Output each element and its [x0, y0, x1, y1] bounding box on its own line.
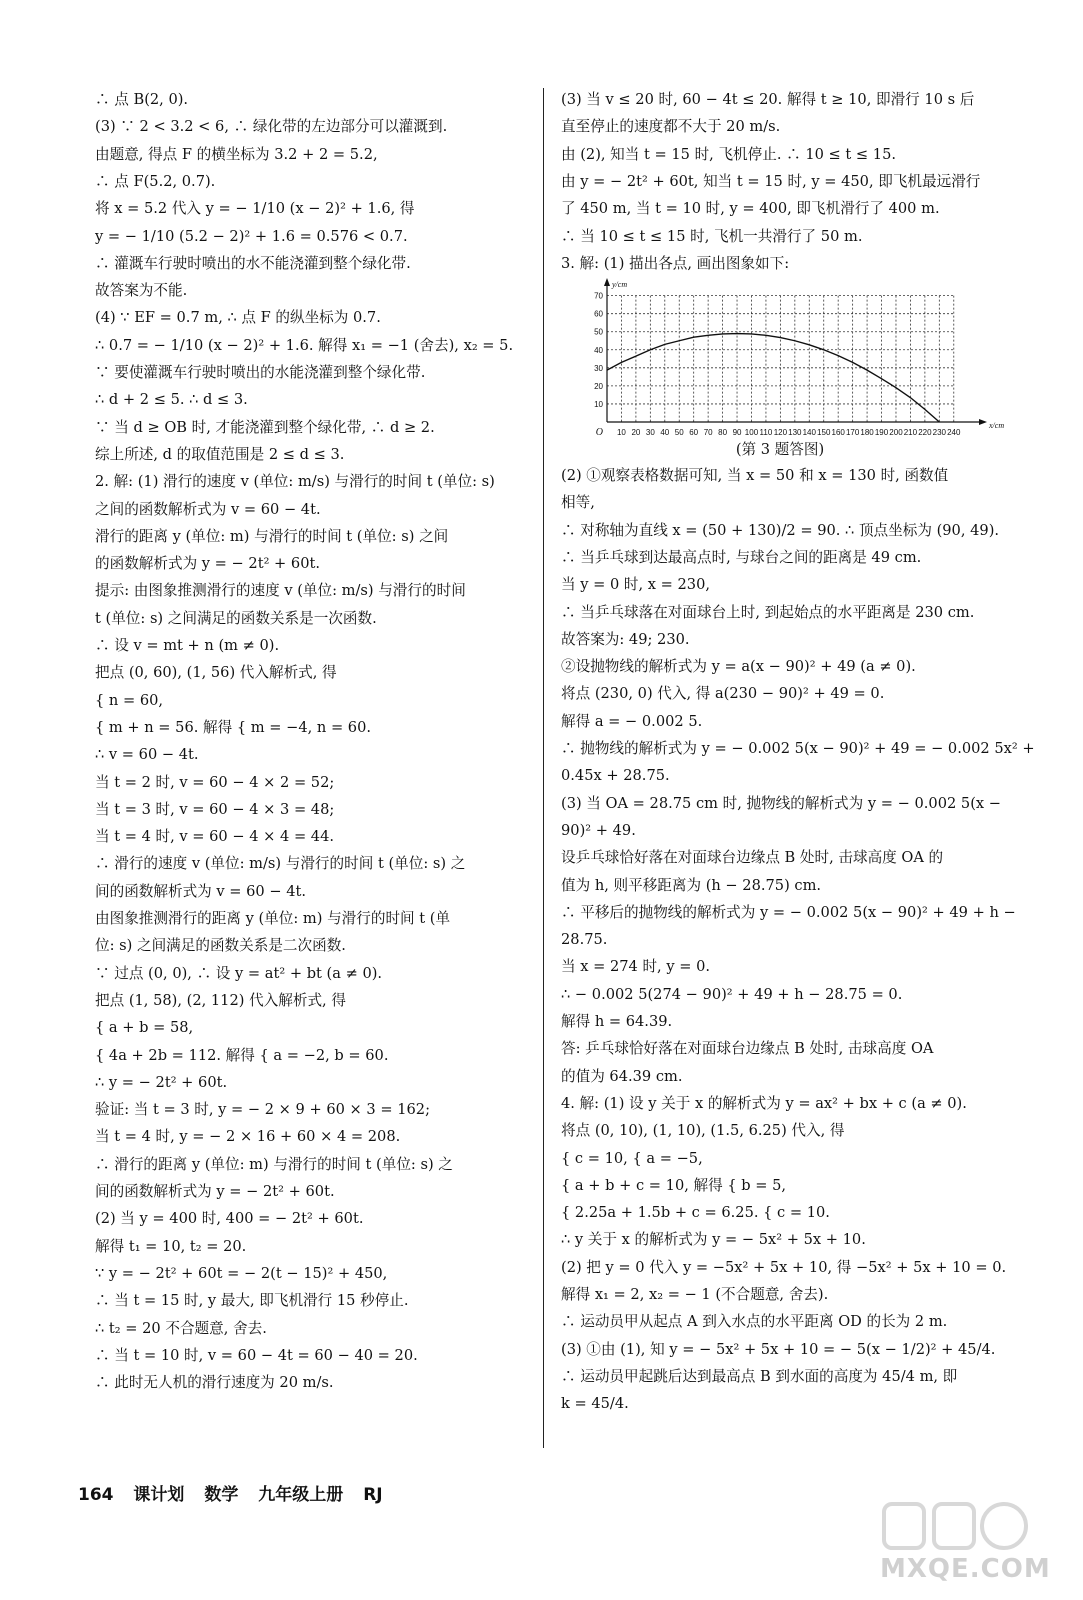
text-line: 当 t = 2 时, v = 60 − 4 × 2 = 52; [95, 773, 335, 791]
text-line: ∴ 滑行的速度 v (单位: m/s) 与滑行的时间 t (单位: s) 之 [95, 855, 466, 873]
y-axis-label: y/cm [612, 280, 628, 289]
text-line: { a + b + c = 10, 解得 { b = 5, [561, 1176, 787, 1194]
x-tick-label: 30 [645, 428, 655, 437]
text-line: ∴ 此时无人机的滑行速度为 20 m/s. [95, 1374, 334, 1392]
text-line: 综上所述, d 的取值范围是 2 ≤ d ≤ 3. [95, 445, 345, 463]
origin-label: O [595, 427, 603, 438]
x-axis-arrow [979, 419, 987, 425]
text-line: 故答案为: 49; 230. [561, 630, 690, 648]
text-line: ∴ 当乒乓球到达最高点时, 与球台之间的距离是 49 cm. [561, 548, 922, 566]
x-tick-label: 10 [616, 428, 626, 437]
text-line: ∴ 抛物线的解析式为 y = − 0.002 5(x − 90)² + 49 = − 0.002 5x² + [561, 740, 1035, 757]
x-tick-label: 190 [874, 428, 889, 437]
x-tick-label: 180 [860, 428, 874, 437]
y-tick-label: 70 [594, 291, 603, 301]
text-line: (2) ①观察表格数据可知, 当 x = 50 和 x = 130 时, 函数值 [561, 467, 949, 484]
text-line: 由图象推测滑行的距离 y (单位: m) 与滑行的时间 t (单 [95, 910, 451, 927]
text-line: 2. 解: (1) 滑行的速度 v (单位: m/s) 与滑行的时间 t (单位: s) [95, 473, 495, 491]
x-tick-label: 130 [788, 428, 802, 437]
y-axis-arrow [604, 278, 610, 286]
text-line: 故答案为不能. [95, 282, 188, 300]
text-line: 把点 (1, 58), (2, 112) 代入解析式, 得 [95, 991, 346, 1009]
x-tick-label: 100 [744, 428, 759, 437]
text-line: 的值为 64.39 cm. [561, 1067, 683, 1085]
text-line: ∴ y = − 2t² + 60t. [95, 1073, 228, 1091]
text-line: 解得 a = − 0.002 5. [561, 712, 703, 730]
chart-caption-row [561, 440, 999, 462]
x-tick-label: 140 [802, 428, 816, 437]
text-line: ∴ t₂ = 20 不合题意, 舍去. [95, 1319, 267, 1337]
text-line: 当 y = 0 时, x = 230, [561, 576, 711, 594]
text-line: 解得 h = 64.39. [561, 1013, 673, 1030]
edition: RJ [363, 1485, 383, 1505]
text-line: 将点 (230, 0) 代入, 得 a(230 − 90)² + 49 = 0. [561, 685, 885, 703]
page-footer [78, 1480, 397, 1505]
text-line: 提示: 由图象推测滑行的速度 v (单位: m/s) 与滑行的时间 [95, 582, 466, 600]
text-line: 将 x = 5.2 代入 y = − 1/10 (x − 2)² + 1.6, 得 [95, 200, 415, 218]
text-line: 设乒乓球恰好落在对面球台边缘点 B 处时, 击球高度 OA 的 [561, 849, 944, 867]
text-line: ∴ 当 t = 10 时, v = 60 − 4t = 60 − 40 = 20. [95, 1346, 418, 1364]
chart-caption: (第 3 题答图) [735, 441, 825, 458]
x-tick-label: 50 [674, 428, 684, 437]
x-axis-label: x/cm [989, 421, 1005, 430]
watermark-url: MXQE.COM [880, 1554, 1051, 1584]
text-line: 当 t = 4 时, v = 60 − 4 × 4 = 44. [95, 828, 335, 846]
text-line: 验证: 当 t = 3 时, y = − 2 × 9 + 60 × 3 = 162; [95, 1101, 430, 1119]
x-tick-label: 70 [703, 428, 713, 437]
text-line: (2) 当 y = 400 时, 400 = − 2t² + 60t. [95, 1210, 364, 1228]
text-line: ∴ − 0.002 5(274 − 90)² + 49 + h − 28.75 = 0. [561, 985, 903, 1003]
x-tick-label: 60 [689, 428, 699, 437]
text-line: 3. 解: (1) 描出各点, 画出图象如下: [561, 254, 790, 272]
text-line: 直至停止的速度都不大于 20 m/s. [561, 118, 781, 136]
text-line: 由题意, 得点 F 的横坐标为 3.2 + 2 = 5.2, [95, 145, 378, 163]
text-line: t (单位: s) 之间满足的函数关系是一次函数. [95, 609, 377, 627]
watermark [880, 1500, 1051, 1588]
x-tick-label: 170 [845, 428, 860, 437]
text-line: (3) ①由 (1), 知 y = − 5x² + 5x + 10 = − 5(x − 1/2)² + 45/4. [561, 1340, 996, 1358]
x-tick-label: 150 [817, 428, 831, 437]
x-tick-label: 90 [732, 428, 742, 437]
text-line: k = 45/4. [561, 1395, 629, 1413]
x-tick-label: 80 [718, 428, 728, 437]
text-line: ∴ 当 t = 15 时, y 最大, 即飞机滑行 15 秒停止. [95, 1292, 409, 1310]
x-tick-label: 40 [660, 428, 670, 437]
text-line: 间的函数解析式为 v = 60 − 4t. [95, 882, 307, 900]
text-line: 由 (2), 知当 t = 15 时, 飞机停止. ∴ 10 ≤ t ≤ 15. [561, 145, 897, 163]
text-line: ∴ 滑行的距离 y (单位: m) 与滑行的时间 t (单位: s) 之 [95, 1155, 453, 1173]
text-line: 90)² + 49. [561, 821, 636, 839]
text-line: 位: s) 之间满足的函数关系是二次函数. [95, 937, 346, 955]
x-tick-label: 240 [947, 428, 961, 437]
watermark-logo [880, 1500, 1030, 1552]
text-line: 了 450 m, 当 t = 10 时, y = 400, 即飞机滑行了 400 m. [561, 200, 940, 218]
text-line: 当 t = 3 时, v = 60 − 4 × 3 = 48; [95, 800, 335, 818]
text-line: ∴ 0.7 = − 1/10 (x − 2)² + 1.6. 解得 x₁ = −1 (舍去), x₂ = 5. [95, 336, 514, 354]
text-line: 解得 t₁ = 10, t₂ = 20. [95, 1237, 247, 1255]
text-line: ∴ 设 v = mt + n (m ≠ 0). [95, 637, 280, 654]
text-line: (3) 当 OA = 28.75 cm 时, 抛物线的解析式为 y = − 0.002 5(x − [561, 794, 1001, 812]
x-tick-label: 200 [889, 428, 903, 437]
text-line: 答: 乒乓球恰好落在对面球台边缘点 B 处时, 击球高度 OA [561, 1040, 934, 1058]
text-line: (3) 当 v ≤ 20 时, 60 − 4t ≤ 20. 解得 t ≥ 10, 即滑行 10 s 后 [561, 91, 975, 108]
text-line: (4) ∵ EF = 0.7 m, ∴ 点 F 的纵坐标为 0.7. [95, 309, 381, 327]
text-line: { 2.25a + 1.5b + c = 6.25. { c = 10. [561, 1204, 830, 1222]
y-tick-label: 30 [594, 363, 603, 373]
text-line: 的函数解析式为 y = − 2t² + 60t. [95, 555, 320, 573]
text-line: 28.75. [561, 931, 608, 949]
text-line: 滑行的距离 y (单位: m) 与滑行的时间 t (单位: s) 之间 [95, 527, 449, 545]
text-line: 相等, [561, 494, 595, 512]
parabola-curve [607, 334, 939, 422]
y-tick-label: 10 [594, 399, 603, 409]
chart-svg [587, 278, 1005, 453]
text-line: ②设抛物线的解析式为 y = a(x − 90)² + 49 (a ≠ 0). [561, 658, 916, 676]
y-tick-label: 50 [594, 327, 603, 337]
x-tick-label: 160 [831, 428, 845, 437]
text-line: y = − 1/10 (5.2 − 2)² + 1.6 = 0.576 < 0.7. [95, 227, 408, 245]
text-line: ∴ 灌溉车行驶时喷出的水不能浇灌到整个绿化带. [95, 254, 411, 272]
x-tick-label: 210 [903, 428, 918, 437]
text-line: ∴ 运动员甲从起点 A 到入水点的水平距离 OD 的长为 2 m. [561, 1313, 948, 1331]
text-line: ∴ 对称轴为直线 x = (50 + 130)/2 = 90. ∴ 顶点坐标为 (90, 49). [561, 521, 1000, 539]
text-line: 间的函数解析式为 y = − 2t² + 60t. [95, 1183, 335, 1200]
grade: 九年级上册 [258, 1485, 344, 1505]
text-line: ∴ d + 2 ≤ 5. ∴ d ≤ 3. [95, 391, 248, 409]
text-line: ∵ 过点 (0, 0), ∴ 设 y = at² + bt (a ≠ 0). [95, 964, 383, 982]
text-line: 解得 x₁ = 2, x₂ = − 1 (不合题意, 舍去). [561, 1286, 829, 1303]
subject: 数学 [204, 1485, 239, 1505]
text-line: { c = 10, { a = −5, [561, 1149, 703, 1167]
text-line: 0.45x + 28.75. [561, 767, 670, 785]
text-line: ∴ 点 F(5.2, 0.7). [95, 172, 216, 190]
y-tick-label: 20 [594, 381, 603, 391]
text-line: { 4a + 2b = 112. 解得 { a = −2, b = 60. [95, 1046, 389, 1064]
text-line: 当 t = 4 时, y = − 2 × 16 + 60 × 4 = 208. [95, 1128, 401, 1146]
text-line: 把点 (0, 60), (1, 56) 代入解析式, 得 [95, 664, 337, 682]
x-tick-label: 110 [759, 428, 773, 437]
page-number: 164 [78, 1485, 114, 1505]
text-line: ∵ 当 d ≥ OB 时, 才能浇灌到整个绿化带, ∴ d ≥ 2. [95, 418, 435, 436]
text-line: ∴ v = 60 − 4t. [95, 746, 199, 764]
text-line: ∴ 点 B(2, 0). [95, 91, 189, 108]
x-tick-label: 20 [631, 428, 641, 437]
text-line: (3) ∵ 2 < 3.2 < 6, ∴ 绿化带的左边部分可以灌溉到. [95, 118, 448, 136]
column-divider [543, 88, 544, 1448]
text-line: 之间的函数解析式为 v = 60 − 4t. [95, 500, 321, 518]
text-line: ∴ 运动员甲起跳后达到最高点 B 到水面的高度为 45/4 m, 即 [561, 1367, 958, 1385]
x-tick-label: 230 [932, 428, 947, 437]
text-line: (2) 把 y = 0 代入 y = −5x² + 5x + 10, 得 −5x² + 5x + 10 = 0. [561, 1258, 1007, 1276]
parabola-chart [587, 278, 1005, 453]
text-line: ∴ y 关于 x 的解析式为 y = − 5x² + 5x + 10. [561, 1231, 866, 1249]
text-line: ∴ 当 10 ≤ t ≤ 15 时, 飞机一共滑行了 50 m. [561, 227, 863, 245]
text-line: { a + b = 58, [95, 1019, 194, 1037]
text-line: 将点 (0, 10), (1, 10), (1.5, 6.25) 代入, 得 [561, 1122, 845, 1140]
text-line: ∴ 当乒乓球落在对面球台上时, 到起始点的水平距离是 230 cm. [561, 603, 975, 621]
text-line: { m + n = 56. 解得 { m = −4, n = 60. [95, 718, 372, 736]
text-line: ∵ 要使灌溉车行驶时喷出的水能浇灌到整个绿化带. [95, 364, 426, 381]
text-line: 由 y = − 2t² + 60t, 知当 t = 15 时, y = 450, 即飞机最远滑行 [561, 172, 981, 190]
text-line: ∴ 平移后的抛物线的解析式为 y = − 0.002 5(x − 90)² + 49 + h − [561, 903, 1016, 921]
book-series: 课计划 [133, 1485, 185, 1505]
text-line: { n = 60, [95, 691, 164, 709]
y-tick-label: 60 [594, 309, 603, 319]
text-line: 4. 解: (1) 设 y 关于 x 的解析式为 y = ax² + bx + c (a ≠ 0). [561, 1094, 967, 1112]
text-line: 当 x = 274 时, y = 0. [561, 958, 711, 976]
x-tick-label: 220 [918, 428, 932, 437]
y-tick-label: 40 [594, 345, 603, 355]
x-tick-label: 120 [773, 428, 788, 437]
text-line: ∵ y = − 2t² + 60t = − 2(t − 15)² + 450, [95, 1264, 388, 1282]
text-line: 值为 h, 则平移距离为 (h − 28.75) cm. [561, 876, 822, 894]
